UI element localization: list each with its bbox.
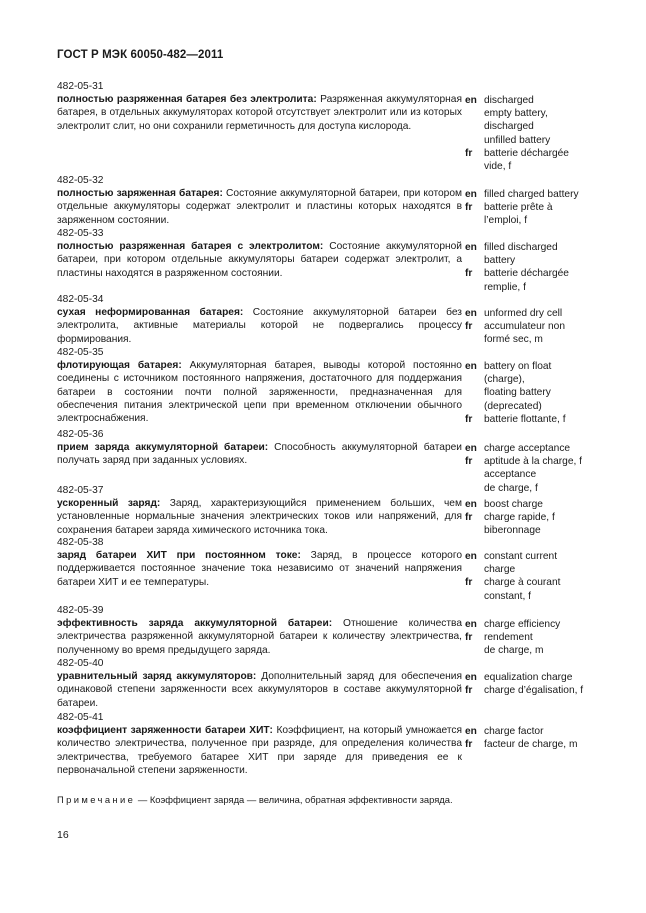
term-translations [465, 498, 635, 538]
language-code: fr [465, 413, 473, 425]
term-entry [57, 174, 462, 227]
term-translations [465, 241, 635, 294]
language-code [465, 254, 484, 267]
translation-text: batterie flottante, f [484, 413, 566, 425]
term-definition: Дополнительный заряд для обеспечения одинаковой степени заряженности всех аккумуляторов в составе аккумуляторной батареи. [57, 671, 462, 709]
translation-line [465, 455, 635, 468]
translation-text: accumulateur non [484, 321, 565, 333]
translation-line [465, 563, 635, 576]
term-number: 482-05-39 [57, 605, 104, 616]
term-translations [465, 725, 635, 751]
term-definition: Коэффициент, на который умножается количество электричества, полученное при разряде, для определения количества электричества, требуемого батарее ХИТ при заряде для приведения ее к первоначальной степени заряженности. [57, 725, 463, 776]
translation-text: remplie, f [484, 281, 526, 293]
term-definition: Отношение количества электричества разряженной аккумуляторной батареи к количеству электричества, полученному во время предыдущего заряда. [57, 618, 462, 656]
language-code [465, 400, 484, 413]
term-translations [465, 360, 635, 426]
translation-text: (charge), [484, 374, 525, 386]
term-entry [57, 227, 462, 280]
term-name: полностью разряженная батарея с электролитом: [57, 241, 324, 253]
term-name: полностью заряженная батарея: [57, 188, 223, 200]
translation-text: battery on float [484, 361, 552, 372]
term-translations [465, 550, 635, 603]
translation-text: l’emploi, f [484, 215, 528, 227]
term-definition: Состояние аккумуляторной батареи, при котором отдельные аккумуляторы содержат электролит и пластины которых находятся в заряженном состоянии. [57, 188, 462, 226]
translation-text: (deprecated) [484, 400, 542, 412]
term-translations [465, 307, 635, 347]
translation-text: constant current [484, 551, 558, 562]
term-definition: Заряд, характеризующийся применением больших, чем установленные нормальные значения электрических токов или напряжений, для сохранения батареи заряда химического источника тока. [57, 498, 462, 536]
translation-line [465, 631, 635, 644]
language-code: en [465, 308, 477, 319]
translation-text: battery [484, 255, 516, 267]
note [57, 794, 462, 806]
term-name: ускоренный заряд: [57, 498, 161, 510]
translation-line [465, 281, 635, 294]
translation-text: de charge, f [484, 482, 538, 494]
term-translations [465, 671, 635, 697]
language-code: en [465, 499, 477, 510]
language-code [465, 107, 484, 120]
translation-line [465, 684, 635, 697]
language-code [465, 482, 484, 495]
translation-text: charge efficiency [484, 619, 561, 630]
term-name: коэффициент заряженности батареи ХИТ: [57, 725, 273, 737]
term-number: 482-05-36 [57, 429, 104, 440]
document-header: ГОСТ Р МЭК 60050-482—2011 [57, 49, 224, 61]
language-code: en [465, 672, 477, 683]
term-number: 482-05-35 [57, 347, 104, 358]
translation-text: charge factor [484, 726, 544, 737]
translation-line [465, 214, 635, 227]
term-definition: Разряженная аккумуляторная батарея, в отдельных аккумуляторах которой отсутствует электролит или из которых электролит слит, но они сохранили герметичность для доступа кислорода. [57, 94, 462, 132]
term-entry [57, 346, 462, 425]
language-code: fr [465, 321, 473, 333]
translation-line [465, 482, 635, 495]
language-code: en [465, 443, 477, 454]
term-name: эффективность заряда аккумуляторной батареи: [57, 618, 333, 630]
translation-text: charge rapide, f [484, 512, 555, 524]
language-code: fr [465, 456, 473, 468]
translation-text: batterie déchargée [484, 147, 569, 159]
translation-line [465, 498, 635, 511]
term-number: 482-05-38 [57, 537, 104, 548]
translation-text: batterie déchargée [484, 268, 569, 280]
term-number: 482-05-34 [57, 294, 104, 305]
term-entry [57, 711, 462, 777]
term-definition: Состояние аккумуляторной батареи без электролита, активные материалы которой не подвергались процессу формирования. [57, 307, 462, 345]
term-number: 482-05-41 [57, 712, 104, 723]
translation-line [465, 550, 635, 563]
translation-text: formé sec, m [484, 334, 543, 346]
translation-line [465, 576, 635, 589]
term-entry [57, 293, 462, 346]
translation-line [465, 373, 635, 386]
term-entry [57, 428, 462, 468]
language-code [465, 134, 484, 147]
term-translations [465, 94, 635, 173]
term-name: полностью разряженная батарея без электролита: [57, 94, 317, 106]
translation-text: batterie prête à [484, 202, 553, 214]
translation-line [465, 360, 635, 373]
term-number: 482-05-32 [57, 175, 104, 186]
note-text: — Коэффициент заряда — величина, обратная эффективности заряда. [135, 794, 453, 805]
translation-text: de charge, m [484, 645, 544, 657]
language-code: en [465, 95, 477, 106]
translation-text: rendement [484, 632, 533, 644]
translation-line [465, 201, 635, 214]
term-translations [465, 188, 635, 228]
term-name: заряд батареи ХИТ при постоянном токе: [57, 550, 301, 562]
language-code [465, 468, 484, 481]
term-name: прием заряда аккумуляторной батареи: [57, 442, 269, 454]
term-name: сухая неформированная батарея: [57, 307, 244, 319]
language-code: en [465, 619, 477, 630]
term-entry [57, 484, 462, 537]
translation-line [465, 524, 635, 537]
translation-text: filled discharged [484, 242, 558, 253]
translation-line [465, 400, 635, 413]
translation-line [465, 147, 635, 160]
translation-line [465, 94, 635, 107]
language-code: fr [465, 739, 473, 751]
translation-line [465, 738, 635, 751]
translation-line [465, 333, 635, 346]
translation-text: charge [484, 564, 516, 576]
language-code: en [465, 726, 477, 737]
translation-line [465, 468, 635, 481]
term-definition: Способность аккумуляторной батареи получать заряд при заданных условиях. [57, 442, 462, 467]
language-code [465, 563, 484, 576]
term-translations [465, 618, 635, 658]
term-entry [57, 80, 462, 133]
translation-line [465, 107, 635, 120]
translation-line [465, 413, 635, 426]
translation-text: filled charged battery [484, 189, 579, 200]
term-name: уравнительный заряд аккумуляторов: [57, 671, 257, 683]
translation-line [465, 307, 635, 320]
translation-text: charge à courant [484, 577, 561, 589]
language-code: fr [465, 202, 473, 214]
language-code [465, 373, 484, 386]
term-entry [57, 657, 462, 710]
term-translations [465, 442, 635, 495]
language-code: fr [465, 512, 473, 524]
language-code: fr [465, 268, 473, 280]
term-name: флотирующая батарея: [57, 360, 182, 372]
translation-line [465, 725, 635, 738]
language-code: fr [465, 577, 473, 589]
language-code: fr [465, 685, 473, 697]
term-number: 482-05-37 [57, 485, 104, 496]
translation-text: facteur de charge, m [484, 739, 578, 751]
translation-text: charge d’égalisation, f [484, 685, 584, 697]
translation-text: equalization charge [484, 672, 573, 683]
term-number: 482-05-31 [57, 81, 104, 92]
term-number: 482-05-40 [57, 658, 104, 669]
translation-text: discharged [484, 121, 534, 133]
term-definition: Заряд, в процессе которого поддерживается постоянное значение тока независимо от значений напряжения батареи ХИТ и ее температуры. [57, 550, 462, 588]
translation-line [465, 267, 635, 280]
note-label: Примечание [57, 794, 136, 805]
translation-line [465, 241, 635, 254]
language-code: fr [465, 632, 473, 644]
translation-text: vide, f [484, 161, 512, 173]
translation-text: constant, f [484, 590, 532, 602]
language-code [465, 386, 484, 399]
language-code [465, 160, 484, 173]
translation-line [465, 254, 635, 267]
language-code: en [465, 242, 477, 253]
translation-text: empty battery, [484, 108, 548, 120]
term-number: 482-05-33 [57, 228, 104, 239]
translation-line [465, 511, 635, 524]
translation-text: aptitude à la charge, f [484, 456, 582, 468]
translation-text: boost charge [484, 499, 543, 510]
translation-line [465, 320, 635, 333]
term-definition: Аккумуляторная батарея, выводы которой постоянно соединены с источником постоянного напряжения, достаточного для поддержания батареи в состоянии почти полной заряженности, предназначенная для обеспечения питания электрической цепи при временном отключении обычного электроснабжения. [57, 360, 462, 425]
language-code [465, 590, 484, 603]
language-code [465, 214, 484, 227]
translation-line [465, 386, 635, 399]
language-code [465, 281, 484, 294]
term-entry [57, 604, 462, 657]
translation-line [465, 671, 635, 684]
language-code [465, 333, 484, 346]
language-code [465, 644, 484, 657]
translation-line [465, 618, 635, 631]
language-code [465, 120, 484, 133]
language-code: en [465, 189, 477, 200]
translation-text: unfilled battery [484, 134, 551, 146]
term-definition: Состояние аккумуляторной батареи, при котором отдельные аккумуляторы батареи содержат электролит, а пластины находятся в разряженном состоянии. [57, 241, 462, 279]
translation-text: discharged [484, 95, 534, 106]
translation-text: floating battery [484, 387, 551, 399]
translation-text: charge acceptance [484, 443, 571, 454]
translation-line [465, 188, 635, 201]
translation-line [465, 120, 635, 133]
language-code: fr [465, 147, 473, 159]
translation-text: biberonnage [484, 525, 541, 537]
translation-text: acceptance [484, 469, 537, 481]
language-code: en [465, 361, 477, 372]
translation-line [465, 590, 635, 603]
translation-line [465, 134, 635, 147]
translation-line [465, 644, 635, 657]
translation-text: unformed dry cell [484, 308, 563, 319]
translation-line [465, 160, 635, 173]
language-code [465, 524, 484, 537]
translation-line [465, 442, 635, 455]
page-number: 16 [57, 829, 69, 841]
language-code: en [465, 551, 477, 562]
term-entry [57, 536, 462, 589]
